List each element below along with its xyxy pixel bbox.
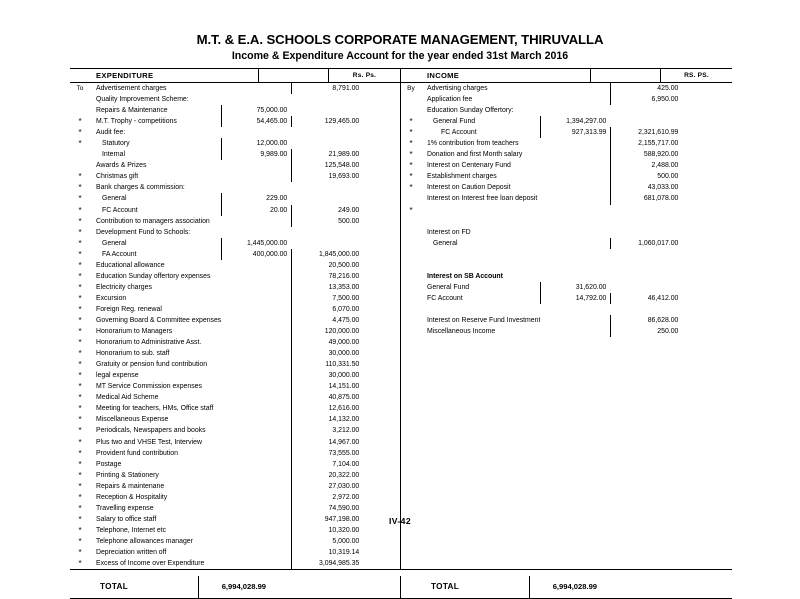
expenditure-row-mark: To xyxy=(76,85,84,92)
expenditure-row-amount: 500.00 xyxy=(291,216,363,227)
income-row-amount: 500.00 xyxy=(610,171,682,182)
expenditure-row-description: Excursion xyxy=(96,294,127,302)
table-row xyxy=(401,260,682,271)
income-row-mark: * xyxy=(409,150,413,160)
income-row-description: Interest on Reserve Fund Investment xyxy=(427,316,541,324)
table-row xyxy=(401,116,682,127)
expenditure-row-subamount: 75,000.00 xyxy=(221,105,291,116)
expenditure-row-description: Telephone, Internet etc xyxy=(96,526,167,534)
income-row-description: FC Account xyxy=(427,294,463,302)
expenditure-row-amount: 21,989.00 xyxy=(291,149,363,160)
expenditure-total-amount: 6,994,028.99 xyxy=(198,576,270,598)
income-row-amount: 2,155,717.00 xyxy=(610,138,682,149)
table-row xyxy=(70,448,363,459)
income-row-subamount: 927,313.99 xyxy=(540,127,610,138)
expenditure-row-amount: 129,465.00 xyxy=(291,116,363,127)
income-row-amount: 6,950.00 xyxy=(610,94,682,105)
expenditure-row-mark: * xyxy=(78,128,82,138)
expenditure-row-description: Depreciation written off xyxy=(96,548,167,556)
expenditure-row-amount: 19,693.00 xyxy=(291,171,363,182)
income-total-row xyxy=(401,576,601,598)
table-row xyxy=(70,271,363,282)
table-row xyxy=(401,304,682,315)
income-row-amount: 86,628.00 xyxy=(610,315,682,326)
expenditure-row-subamount: 12,000.00 xyxy=(221,138,291,149)
expenditure-row-amount: 947,198.00 xyxy=(291,514,363,525)
expenditure-row-subamount: 1,445,000.00 xyxy=(221,238,291,249)
table-row xyxy=(70,470,363,481)
table-row xyxy=(70,503,363,514)
expenditure-row-description: Repairs & Maintenance xyxy=(96,107,168,115)
expenditure-row-mark: * xyxy=(78,172,82,182)
expenditure-row-subamount: 229.00 xyxy=(221,193,291,204)
expenditure-row-description: Plus two and VHSE Test, Interview xyxy=(96,438,202,446)
table-row xyxy=(401,293,682,304)
income-row-amount: 425.00 xyxy=(610,83,682,94)
expenditure-row-amount: 110,331.50 xyxy=(291,359,363,370)
income-rows xyxy=(401,83,682,569)
expenditure-row-description: Development Fund to Schools: xyxy=(96,228,191,236)
table-row xyxy=(70,83,363,94)
expenditure-row-mark: * xyxy=(78,282,82,292)
expenditure-row-amount: 73,555.00 xyxy=(291,448,363,459)
income-row-amount: 2,321,610.99 xyxy=(610,127,682,138)
expenditure-row-amount: 7,500.00 xyxy=(291,293,363,304)
page-subtitle: Income & Expenditure Account for the year ended 31st March 2016 xyxy=(231,50,569,62)
expenditure-row-mark: * xyxy=(78,304,82,314)
table-row xyxy=(70,326,363,337)
table-row xyxy=(70,437,363,448)
income-row-mark: * xyxy=(409,117,413,127)
expenditure-row-mark: * xyxy=(78,194,82,204)
expenditure-row-description: Miscellaneous Expense xyxy=(96,416,169,424)
expenditure-row-description: Governing Board & Committee expenses xyxy=(96,316,222,324)
expenditure-row-description: Medical Aid Scheme xyxy=(96,394,159,402)
expenditure-row-mark: * xyxy=(78,481,82,491)
expenditure-rows xyxy=(70,83,363,569)
header-income-label: INCOME xyxy=(427,70,460,80)
expenditure-row-amount: 12,616.00 xyxy=(291,403,363,414)
total-body-row xyxy=(70,576,732,598)
expenditure-row-mark: * xyxy=(78,117,82,127)
expenditure-row-mark: * xyxy=(78,216,82,226)
expenditure-row-mark: * xyxy=(78,205,82,215)
expenditure-row-subamount: 20.00 xyxy=(221,205,291,216)
expenditure-row-mark: * xyxy=(78,559,82,569)
expenditure-row-amount: 30,000.00 xyxy=(291,370,363,381)
table-row xyxy=(70,536,363,547)
expenditure-row-description: Provident fund contribution xyxy=(96,449,178,457)
expenditure-row-description: Advertisement charges xyxy=(96,85,167,92)
table-row xyxy=(70,558,363,569)
expenditure-row-description: Electricity charges xyxy=(96,283,152,291)
table-row xyxy=(401,105,682,116)
expenditure-row-description: Quality Improvement Scheme: xyxy=(96,96,189,104)
expenditure-row-mark: * xyxy=(78,437,82,447)
income-row-amount: 43,033.00 xyxy=(610,182,682,193)
expenditure-row-description: M.T. Trophy - competitions xyxy=(96,118,177,126)
table-row xyxy=(401,94,682,105)
expenditure-row-amount: 78,216.00 xyxy=(291,271,363,282)
income-row-description: FC Account xyxy=(441,129,477,137)
expenditure-row-amount: 6,070.00 xyxy=(291,304,363,315)
expenditure-row-amount: 10,319.14 xyxy=(291,547,363,558)
table-row xyxy=(70,149,363,160)
expenditure-row-mark: * xyxy=(78,315,82,325)
total-separator xyxy=(70,569,732,598)
table-row xyxy=(70,304,363,315)
expenditure-row-description: legal expense xyxy=(96,372,139,380)
table-row xyxy=(401,138,682,149)
table-row xyxy=(70,94,363,105)
expenditure-row-subamount: 54,465.00 xyxy=(221,116,291,127)
income-row-amount: 46,412.00 xyxy=(610,293,682,304)
expenditure-row-mark: * xyxy=(78,503,82,513)
table-row xyxy=(70,392,363,403)
income-row-amount: 681,078.00 xyxy=(610,193,682,204)
expenditure-row-amount: 3,094,985.35 xyxy=(291,558,363,569)
expenditure-row-amount: 40,875.00 xyxy=(291,392,363,403)
expenditure-row-description: Reception & Hospitality xyxy=(96,493,168,501)
expenditure-row-amount: 7,104.00 xyxy=(291,459,363,470)
expenditure-row-amount: 14,967.00 xyxy=(291,437,363,448)
expenditure-row-mark: * xyxy=(78,349,82,359)
header-income-side xyxy=(401,69,732,83)
table-row xyxy=(401,205,682,216)
header-expenditure-sub-spacer xyxy=(258,69,328,83)
income-row-description: General xyxy=(433,239,458,247)
table-row xyxy=(70,171,363,182)
page-title: M.T. & E.A. SCHOOLS CORPORATE MANAGEMENT, THIRUVALLA xyxy=(196,32,604,47)
table-row xyxy=(401,149,682,160)
table-row xyxy=(401,249,682,260)
income-row-description: Miscellaneous Income xyxy=(427,328,496,336)
expenditure-row-amount: 125,548.00 xyxy=(291,160,363,171)
expenditure-row-mark: * xyxy=(78,393,82,403)
table-row xyxy=(401,315,682,326)
expenditure-row-mark: * xyxy=(78,525,82,535)
expenditure-row-mark: * xyxy=(78,238,82,248)
income-row-description: Interest on Interest free loan deposit xyxy=(427,195,538,203)
header-income-mark-spacer xyxy=(401,69,421,83)
income-row-description: 1% contribution from teachers xyxy=(427,140,519,148)
page-marker: IV-42 xyxy=(388,516,412,526)
income-row-description: General Fund xyxy=(433,118,476,126)
header-income-sub-spacer xyxy=(590,69,660,83)
table-row xyxy=(401,271,682,282)
expenditure-row-amount: 27,030.00 xyxy=(291,481,363,492)
expenditure-row-mark: * xyxy=(78,547,82,557)
expenditure-row-amount: 8,791.00 xyxy=(291,83,363,94)
expenditure-row-subamount: 400,000.00 xyxy=(221,249,291,260)
expenditure-row-amount: 30,000.00 xyxy=(291,348,363,359)
expenditure-row-amount: 74,590.00 xyxy=(291,503,363,514)
header-expenditure-side xyxy=(70,69,401,83)
table-row xyxy=(70,525,363,536)
expenditure-row-amount: 1,845,000.00 xyxy=(291,249,363,260)
expenditure-row-amount: 5,000.00 xyxy=(291,536,363,547)
income-side xyxy=(401,83,732,569)
table-row xyxy=(70,425,363,436)
income-row-mark: * xyxy=(409,128,413,138)
income-row-description: General Fund xyxy=(427,283,470,291)
expenditure-total-label: TOTAL xyxy=(100,582,129,592)
expenditure-total-row xyxy=(70,576,270,598)
expenditure-row-amount: 49,000.00 xyxy=(291,337,363,348)
income-row-mark: * xyxy=(409,139,413,149)
title-block xyxy=(0,0,800,62)
expenditure-row-mark: * xyxy=(78,183,82,193)
table-row xyxy=(70,182,363,193)
income-row-mark: By xyxy=(407,85,415,92)
income-total-side xyxy=(401,576,732,598)
expenditure-row-description: Awards & Prizes xyxy=(96,162,147,170)
table-row xyxy=(70,216,363,227)
expenditure-row-amount: 20,322.00 xyxy=(291,470,363,481)
table-row xyxy=(70,348,363,359)
expenditure-row-description: Statutory xyxy=(102,140,130,148)
table-row xyxy=(401,182,682,193)
table-row xyxy=(70,238,363,249)
table-row xyxy=(70,293,363,304)
expenditure-row-description: General xyxy=(102,239,127,247)
expenditure-row-description: Education Sunday offertory expenses xyxy=(96,272,211,280)
table-row xyxy=(70,227,363,238)
expenditure-row-amount: 249.00 xyxy=(291,205,363,216)
expenditure-row-mark: * xyxy=(78,448,82,458)
expenditure-row-description: Honorarium to sub. staff xyxy=(96,350,170,358)
table-row xyxy=(70,492,363,503)
expenditure-row-description: Internal xyxy=(102,151,125,159)
expenditure-row-description: Contribution to managers association xyxy=(96,217,210,225)
expenditure-row-description: Foreign Reg. renewal xyxy=(96,305,162,313)
expenditure-row-description: Honorarium to Administrative Asst. xyxy=(96,339,202,347)
income-row-description: Interest on Centenary Fund xyxy=(427,162,511,170)
income-row-description: Interest on FD xyxy=(427,228,471,236)
expenditure-row-amount: 2,972.00 xyxy=(291,492,363,503)
expenditure-row-mark: * xyxy=(78,271,82,281)
table-row xyxy=(70,315,363,326)
expenditure-row-description: Gratuity or pension fund contribution xyxy=(96,361,208,369)
table-row xyxy=(401,227,682,238)
expenditure-row-mark: * xyxy=(78,470,82,480)
table-row xyxy=(70,116,363,127)
expenditure-row-description: Bank charges & commission: xyxy=(96,184,185,192)
table-row xyxy=(70,414,363,425)
income-row-subamount: 14,792.00 xyxy=(540,293,610,304)
table-header-row xyxy=(70,69,732,83)
expenditure-row-description: FC Account xyxy=(102,206,138,214)
expenditure-total-side xyxy=(70,576,401,598)
expenditure-row-amount: 14,132.00 xyxy=(291,414,363,425)
table-row xyxy=(70,370,363,381)
table-row xyxy=(401,160,682,171)
expenditure-row-mark: * xyxy=(78,327,82,337)
expenditure-row-amount: 120,000.00 xyxy=(291,326,363,337)
expenditure-row-mark: * xyxy=(78,536,82,546)
table-row xyxy=(70,359,363,370)
header-income-amount-label: RS. PS. xyxy=(660,69,732,83)
expenditure-row-mark: * xyxy=(78,139,82,149)
expenditure-row-description: Audit fee: xyxy=(96,129,126,137)
expenditure-row-mark: * xyxy=(78,227,82,237)
expenditure-row-description: MT Service Commission expenses xyxy=(96,383,202,391)
expenditure-row-description: Repairs & maintenane xyxy=(96,482,165,490)
table-row xyxy=(401,193,682,204)
expenditure-row-mark: * xyxy=(78,492,82,502)
income-row-mark: * xyxy=(409,172,413,182)
expenditure-row-description: General xyxy=(102,195,127,203)
expenditure-row-description: Honorarium to Managers xyxy=(96,328,173,336)
income-row-description: Advertising charges xyxy=(427,85,488,92)
income-row-description: Interest on SB Account xyxy=(427,272,503,280)
table-row xyxy=(70,403,363,414)
header-mark-spacer xyxy=(70,69,90,83)
expenditure-row-mark: * xyxy=(78,415,82,425)
expenditure-row-description: Telephone allowances manager xyxy=(96,537,193,545)
table-row xyxy=(401,216,682,227)
expenditure-row-description: Travelling expense xyxy=(96,504,154,512)
table-row xyxy=(401,83,682,94)
header-expenditure-label: EXPENDITURE xyxy=(96,70,154,80)
expenditure-row-amount: 13,353.00 xyxy=(291,282,363,293)
table-row xyxy=(70,205,363,216)
income-total-amount: 6,994,028.99 xyxy=(529,576,601,598)
table-row xyxy=(401,238,682,249)
expenditure-row-mark: * xyxy=(78,426,82,436)
income-row-description: Interest on Caution Deposit xyxy=(427,184,511,192)
table-row xyxy=(401,326,682,337)
table-row xyxy=(70,481,363,492)
income-row-mark: * xyxy=(409,205,413,215)
expenditure-row-mark: * xyxy=(78,293,82,303)
income-row-description: Application fee xyxy=(427,96,473,104)
expenditure-row-description: Postage xyxy=(96,460,122,468)
table-row xyxy=(70,127,363,138)
expenditure-row-description: Salary to office staff xyxy=(96,515,157,523)
table-row xyxy=(401,282,682,293)
income-row-mark: * xyxy=(409,183,413,193)
income-row-description: Establishment charges xyxy=(427,173,497,181)
table-row xyxy=(401,171,682,182)
expenditure-row-mark: * xyxy=(78,260,82,270)
table-row xyxy=(70,193,363,204)
expenditure-row-description: Educational allowance xyxy=(96,261,165,269)
table-row xyxy=(70,381,363,392)
expenditure-row-mark: * xyxy=(78,459,82,469)
expenditure-row-amount: 10,320.00 xyxy=(291,525,363,536)
expenditure-row-amount: 20,500.00 xyxy=(291,260,363,271)
expenditure-row-mark: * xyxy=(78,514,82,524)
table-row xyxy=(70,160,363,171)
expenditure-row-description: Excess of Income over Expenditure xyxy=(96,560,205,568)
table-body xyxy=(70,83,732,569)
income-row-mark: * xyxy=(409,161,413,171)
table-row xyxy=(70,105,363,116)
income-row-amount: 1,060,017.00 xyxy=(610,238,682,249)
expenditure-row-description: Periodicals, Newspapers and books xyxy=(96,427,206,435)
expenditure-row-amount: 14,151.00 xyxy=(291,381,363,392)
expenditure-row-mark: * xyxy=(78,382,82,392)
table-row xyxy=(70,337,363,348)
table-row xyxy=(70,260,363,271)
table-row xyxy=(70,138,363,149)
income-row-amount: 2,488.00 xyxy=(610,160,682,171)
expenditure-row-mark: * xyxy=(78,404,82,414)
expenditure-row-mark: * xyxy=(78,249,82,259)
expenditure-row-mark: * xyxy=(78,371,82,381)
expenditure-row-mark: * xyxy=(78,338,82,348)
income-row-subamount: 1,394,297.00 xyxy=(540,116,610,127)
expenditure-row-subamount: 9,989.00 xyxy=(221,149,291,160)
table-row xyxy=(70,249,363,260)
expenditure-row-description: Printing & Stationery xyxy=(96,471,159,479)
expenditure-row-amount: 4,475.00 xyxy=(291,315,363,326)
table-row xyxy=(70,282,363,293)
expenditure-row-mark: * xyxy=(78,360,82,370)
expenditure-row-description: Meeting for teachers, HMs, Office staff xyxy=(96,405,214,413)
expenditure-side xyxy=(70,83,401,569)
income-row-amount: 250.00 xyxy=(610,326,682,337)
expenditure-row-description: FA Account xyxy=(102,250,137,258)
table-row xyxy=(401,127,682,138)
income-row-description: Education Sunday Offertory: xyxy=(427,107,514,115)
expenditure-row-description: Christmas gift xyxy=(96,173,139,181)
income-row-description: Donation and first Month salary xyxy=(427,151,523,159)
header-expenditure-amount-label: Rs. Ps. xyxy=(328,69,400,83)
table-row xyxy=(70,547,363,558)
income-row-amount: 588,920.00 xyxy=(610,149,682,160)
income-total-label: TOTAL xyxy=(431,582,460,592)
expenditure-row-amount: 3,212.00 xyxy=(291,425,363,436)
income-row-subamount: 31,620.00 xyxy=(540,282,610,293)
table-row xyxy=(70,459,363,470)
